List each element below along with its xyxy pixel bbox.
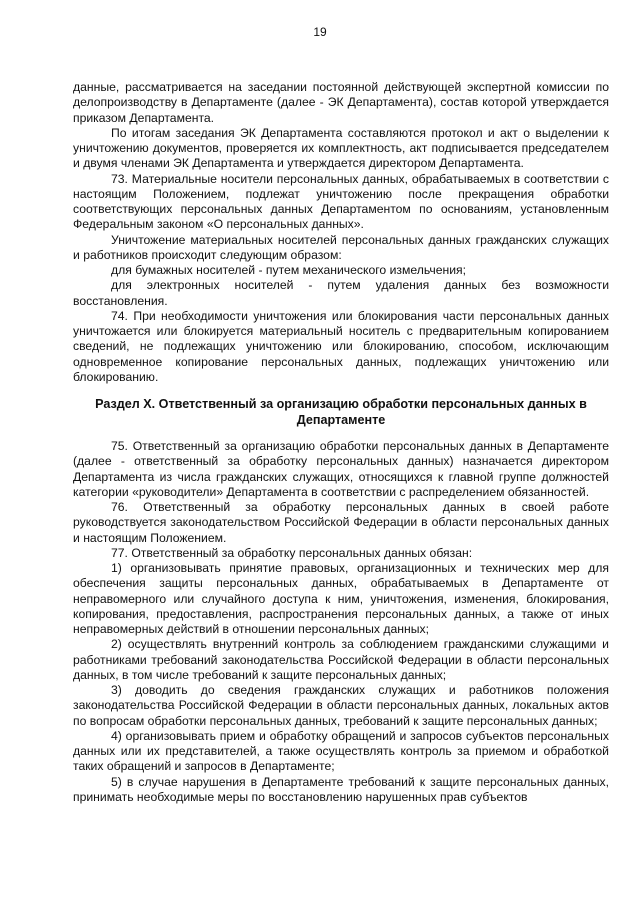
paragraph-77: 77. Ответственный за обработку персональных данных обязан:: [111, 545, 473, 560]
document-body: [73, 80, 609, 805]
spacer: [73, 385, 609, 396]
paragraph-paper-media: для бумажных носителей - путем механического измельчения;: [111, 263, 467, 277]
paragraph-electronic-media: для электронных носителей - путем удаления данных без возможности восстановления.: [73, 278, 609, 308]
list-item-3: 3) доводить до сведения гражданских служащих и работников положения законодательства Российской Федерации в области персональных данных, локальных актов по вопросам обработки персональных данных, требований к защите персональных данных;: [73, 683, 609, 728]
paragraph-destruction-intro: Уничтожение материальных носителей персональных данных гражданских служащих и работников происходит следующим образом:: [73, 232, 609, 262]
paragraph-73: 73. Материальные носители персональных данных, обрабатываемых в соответствии с настоящим Положением, подлежат уничтожению после прекращения обработки соответствующих персональных данных Департаментом по основаниям, установленным Федеральным законом «О персональных данных».: [73, 171, 609, 232]
paragraph-76: 76. Ответственный за обработку персональных данных в своей работе руководствуется законодательством Российской Федерации в области персональных данных и настоящим Положением.: [73, 500, 609, 545]
section-heading: Раздел X. Ответственный за организацию обработки персональных данных в Департаменте: [95, 397, 587, 427]
paragraph-74: 74. При необходимости уничтожения или блокирования части персональных данных уничтожается или блокируется материальный носитель с предварительным копированием сведений, не подлежащих уничтожению или блокированию, способом, исключающим одновременное копирование персональных данных, подлежащих уничтожению или блокированию.: [73, 308, 609, 384]
list-item-5: 5) в случае нарушения в Департаменте требований к защите персональных данных, принимать необходимые меры по восстановлению нарушенных прав субъектов: [73, 774, 609, 804]
list-item-4: 4) организовывать прием и обработку обращений и запросов субъектов персональных данных или их представителей, а также осуществлять контроль за приемом и обработкой таких обращений и запросов в Департаменте;: [73, 728, 609, 774]
paragraph-ek-meeting: По итогам заседания ЭК Департамента составляются протокол и акт о выделении к уничтожению документов, проверяется их комплектность, акт подписывается председателем и двумя членами ЭК Департамента и утверждается директором Департамента.: [73, 125, 609, 171]
paragraph-75: 75. Ответственный за организацию обработки персональных данных в Департаменте (далее - ответственный за обработку персональных данных) назначается директором Департамента из числа гражданских служащих, относящихся к главной группе должностей категории «руководители» Департамента в соответствии с распределением обязанностей.: [73, 439, 609, 499]
list-item-2: 2) осуществлять внутренний контроль за соблюдением гражданскими служащими и работниками требований законодательства Российской Федерации в области персональных данных, в том числе требований к защите персональных данных;: [73, 637, 609, 682]
list-item-1: 1) организовывать принятие правовых, организационных и технических мер для обеспечения защиты персональных данных, обрабатываемых в Департаменте от неправомерного или случайного доступа к ним, уничтожения, изменения, блокирования, копирования, предоставления, распространения персональных данных, а также от иных неправомерных действий в отношении персональных данных;: [73, 561, 609, 636]
paragraph-continuation: данные, рассматривается на заседании постоянной действующей экспертной комиссии по делопроизводству в Департаменте (далее - ЭК Департамента), состав которой утверждается приказом Департамента.: [73, 80, 609, 125]
spacer: [73, 428, 609, 439]
page-number: 19: [313, 25, 327, 39]
